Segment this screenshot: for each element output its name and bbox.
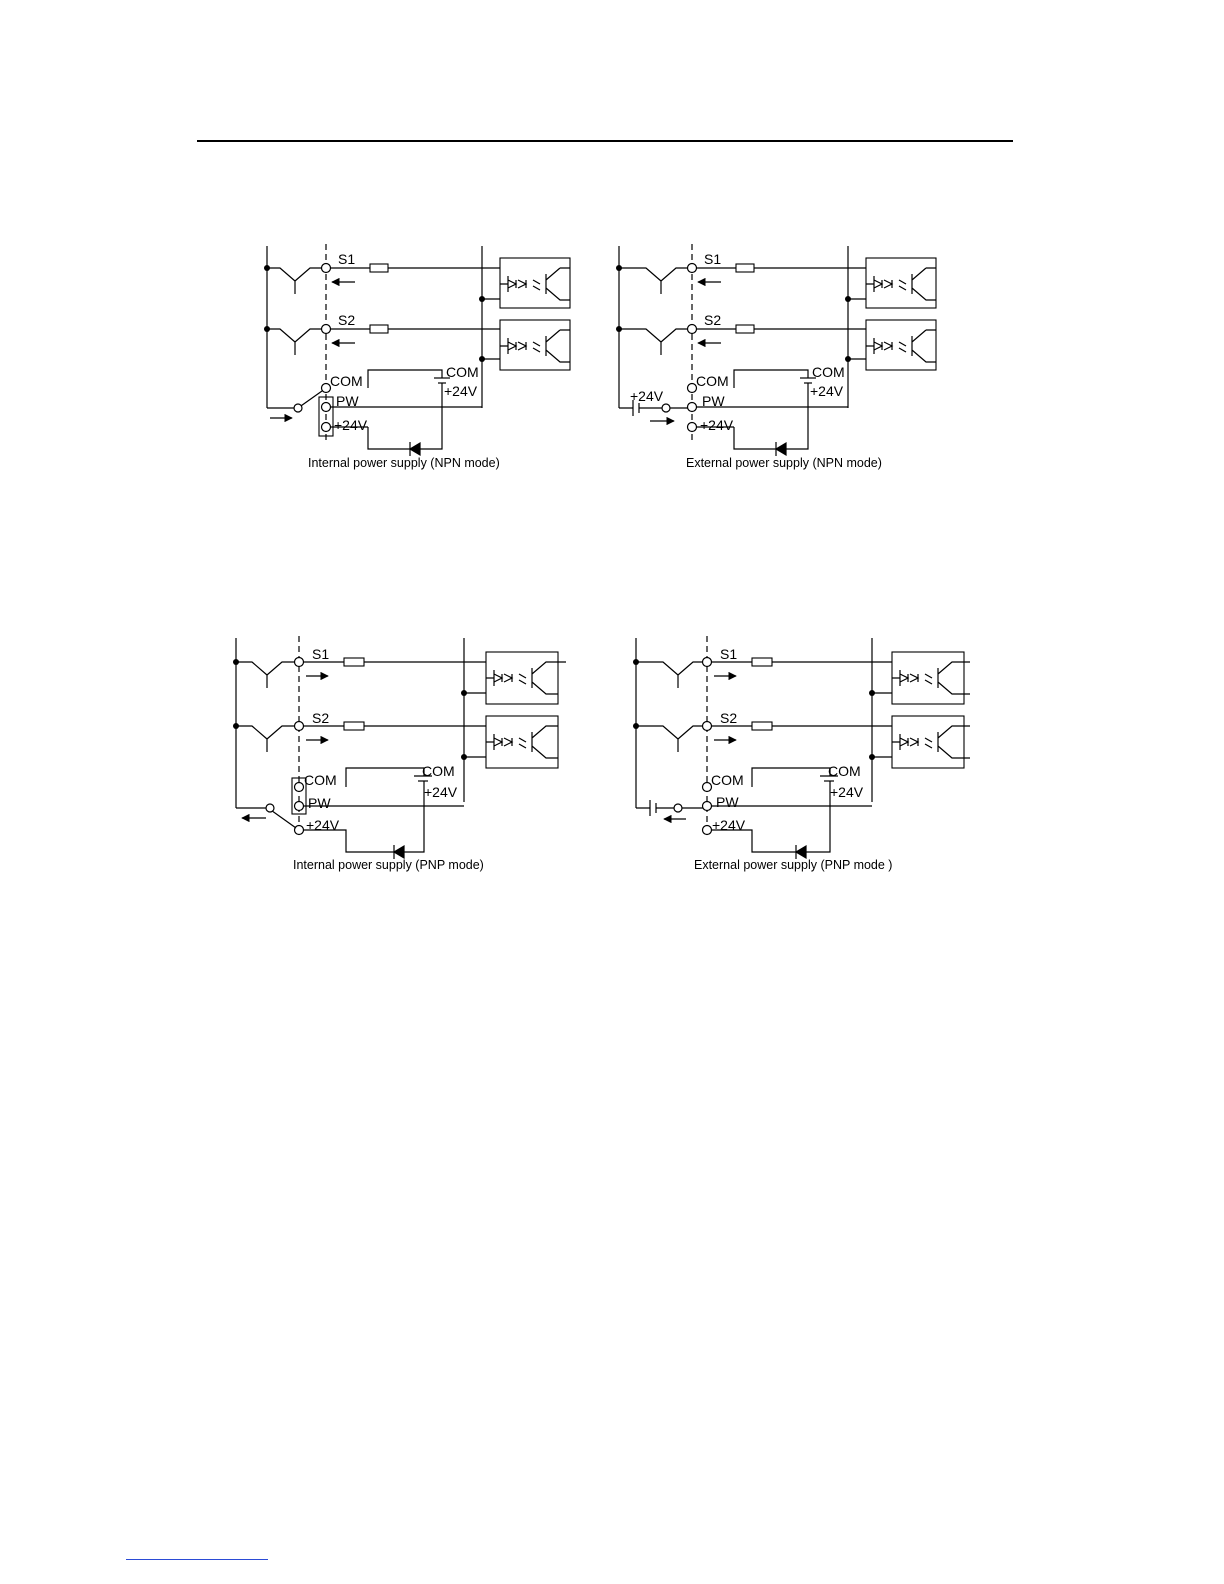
v24-supply-label: +24V [424, 784, 458, 800]
pw-label: PW [308, 795, 331, 811]
s1-label: S1 [312, 646, 330, 662]
pw-label: PW [702, 393, 725, 409]
caption: Internal power supply (PNP mode) [293, 858, 484, 872]
s1-label: S1 [720, 646, 738, 662]
s1-label: S1 [338, 251, 356, 267]
pw-label: PW [336, 393, 359, 409]
com-label: COM [330, 373, 363, 389]
v24-supply-label: +24V [830, 784, 864, 800]
diagram-pnp-external [630, 630, 980, 880]
caption: External power supply (NPN mode) [686, 456, 882, 470]
header-rule [197, 140, 1013, 142]
s2-label: S2 [704, 312, 722, 328]
s1-label: S1 [704, 251, 722, 267]
diagram-npn-external [616, 236, 946, 481]
caption: External power supply (PNP mode ) [694, 858, 893, 872]
diagram-pnp-internal [228, 630, 578, 880]
com-supply-label: COM [812, 364, 845, 380]
com-label: COM [711, 772, 744, 788]
caption: Internal power supply (NPN mode) [308, 456, 500, 470]
pw-label: PW [716, 794, 739, 810]
com-supply-label: COM [446, 364, 479, 380]
s2-label: S2 [338, 312, 356, 328]
v24-label: +24V [700, 417, 734, 433]
com-supply-label: COM [422, 763, 455, 779]
v24-label: +24V [712, 817, 746, 833]
s2-label: S2 [312, 710, 330, 726]
s2-label: S2 [720, 710, 738, 726]
v24-label: +24V [306, 817, 340, 833]
com-supply-label: COM [828, 763, 861, 779]
v24-supply-label: +24V [810, 383, 844, 399]
v24-supply-label: +24V [444, 383, 478, 399]
v24-label: +24V [334, 417, 368, 433]
footer-rule [126, 1559, 268, 1560]
com-label: COM [304, 772, 337, 788]
diagram-npn-internal [250, 236, 580, 481]
com-label: COM [696, 373, 729, 389]
ext-v24-label: +24V [630, 388, 664, 404]
